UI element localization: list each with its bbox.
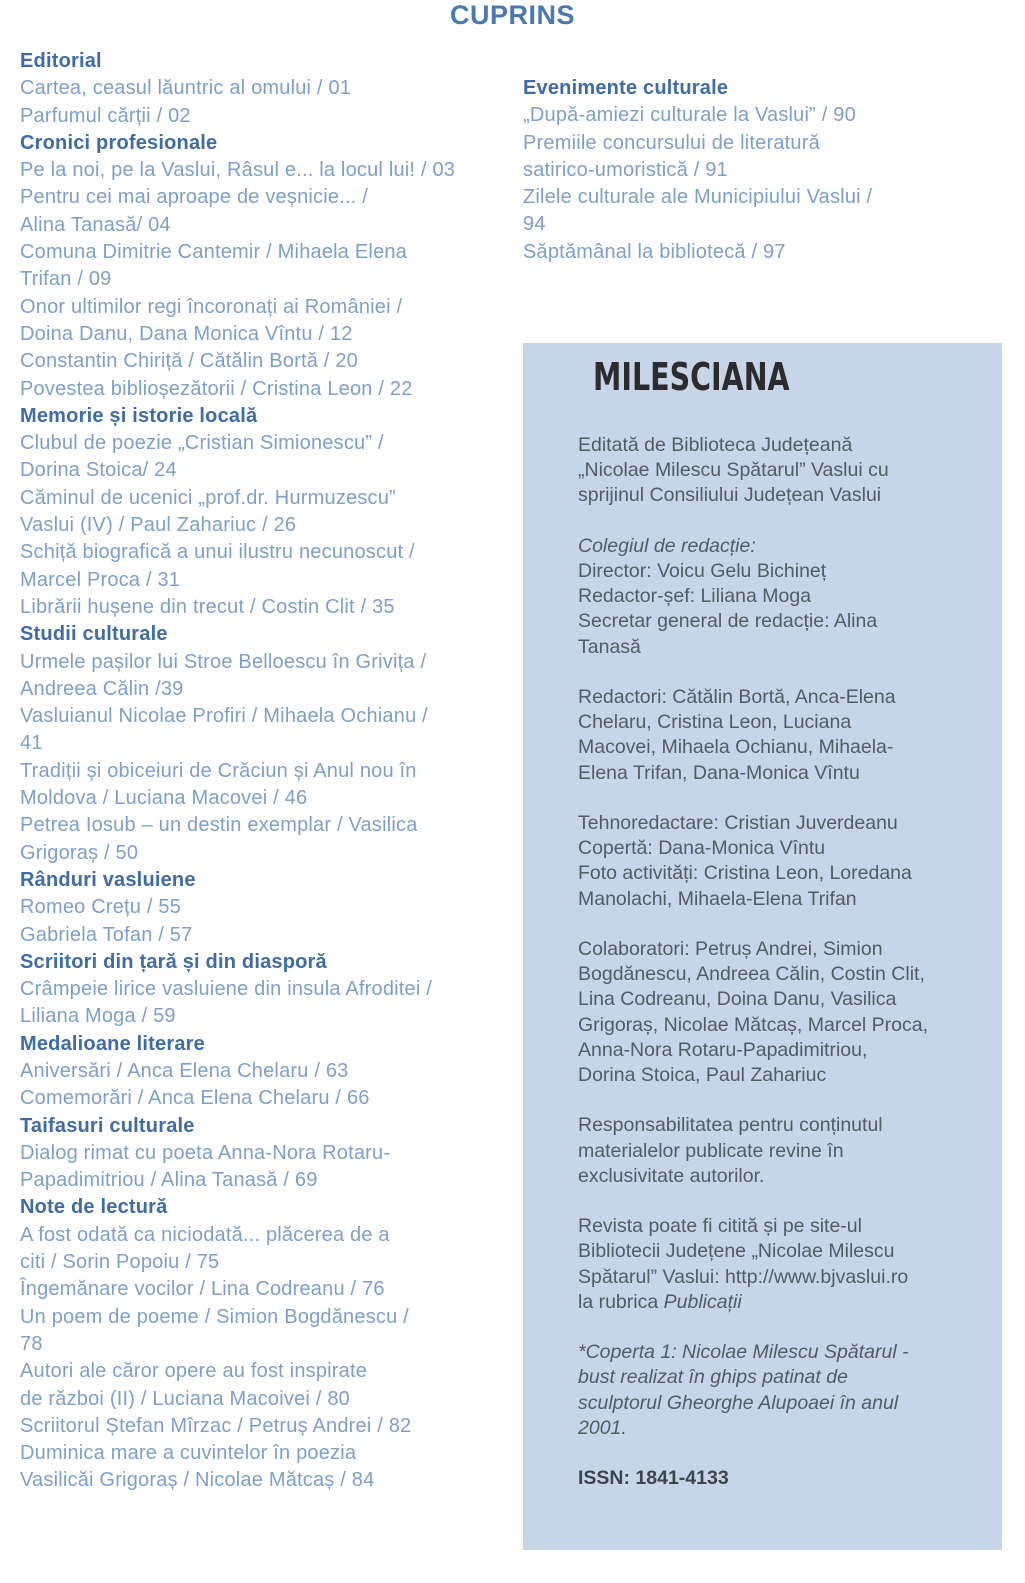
toc-entry-line: Romeo Crețu / 55 bbox=[20, 896, 182, 919]
toc-entry-line: citi / Sorin Popoiu / 75 bbox=[20, 1251, 220, 1274]
masthead-line-text: Redactori: Cătălin Bortă, Anca-Elena bbox=[578, 686, 896, 708]
toc-entry-line: Marcel Proca / 31 bbox=[20, 568, 181, 591]
toc-entry-line: Pe la noi, pe la Vaslui, Râsul e... la locul lui! / 03 bbox=[20, 159, 456, 182]
masthead-line-text: Tehnoredactare: Cristian Juverdeanu bbox=[578, 812, 898, 834]
toc-entry-line: Clubul de poezie „Cristian Simionescu” / bbox=[20, 432, 384, 455]
masthead-line-text: „Nicolae Milescu Spătarul” Vaslui cu bbox=[578, 459, 889, 482]
masthead-line-text: Colegiul de redacție: bbox=[578, 534, 756, 557]
masthead-line bbox=[578, 458, 993, 483]
masthead-line bbox=[578, 483, 993, 508]
masthead-line bbox=[578, 1391, 993, 1416]
masthead-line bbox=[578, 761, 993, 786]
masthead-spacer bbox=[578, 1441, 993, 1466]
masthead-line bbox=[578, 559, 993, 584]
masthead-line bbox=[578, 1063, 993, 1088]
page-title: CUPRINS bbox=[449, 0, 575, 30]
masthead-line-text: Colaboratori: Petruș Andrei, Simion bbox=[578, 938, 883, 960]
masthead-line-text: *Coperta 1: Nicolae Milescu Spătarul - bbox=[578, 1341, 909, 1364]
masthead-line bbox=[578, 1013, 993, 1038]
toc-entry-line: Povestea biblioșezătorii / Cristina Leon / 22 bbox=[20, 377, 413, 400]
toc-entry-line: Moldova / Luciana Macovei / 46 bbox=[20, 787, 308, 810]
masthead-line-text: Editată de Biblioteca Județeană bbox=[578, 434, 853, 456]
toc-entry-line: Librării hușene din trecut / Costin Clit / 35 bbox=[20, 595, 395, 618]
toc-entry-line: Comuna Dimitrie Cantemir / Mihaela Elena bbox=[20, 241, 408, 264]
toc-section-heading: Rânduri vasluiene bbox=[20, 868, 196, 891]
toc-entry-line: Un poem de poeme / Simion Bogdănescu / bbox=[20, 1305, 409, 1328]
toc-entry-line: Vasluianul Nicolae Profiri / Mihaela Ochianu / bbox=[20, 705, 428, 728]
toc-entry-line: Alina Tanasă/ 04 bbox=[20, 213, 171, 236]
masthead-line-text: Responsabilitatea pentru conținutul bbox=[578, 1114, 883, 1137]
toc-entry-line: Tradiții și obiceiuri de Crăciun și Anul nou în bbox=[20, 759, 417, 782]
toc-entry-line: 41 bbox=[20, 732, 43, 755]
toc-entry-line: A fost odată ca niciodată... plăcerea de a bbox=[20, 1223, 390, 1246]
masthead-line-text: Anna-Nora Rotaru-Papadimitriou, bbox=[578, 1038, 868, 1061]
masthead-line-text: Redactor-șef: Liliana Moga bbox=[578, 585, 812, 608]
masthead-spacer bbox=[578, 660, 993, 685]
masthead-line bbox=[578, 685, 993, 710]
issn-line bbox=[578, 1466, 993, 1491]
toc-entry-line: Grigoraș / 50 bbox=[20, 841, 139, 864]
masthead-line-text: bust realizat în ghips patinat de bbox=[578, 1366, 848, 1389]
toc-entry-line: Îngemănare vocilor / Lina Codreanu / 76 bbox=[20, 1278, 385, 1301]
toc-entry-line: Premiile concursului de literatură bbox=[523, 131, 820, 154]
toc-entry-line: 94 bbox=[523, 213, 546, 236]
masthead-line bbox=[578, 1164, 993, 1189]
masthead-spacer bbox=[578, 912, 993, 937]
toc-section-heading: Scriitori din țară și din diasporă bbox=[20, 950, 327, 973]
toc-entry-line: Duminica mare a cuvintelor în poezia bbox=[20, 1442, 357, 1465]
toc-entry-line: Comemorări / Anca Elena Chelaru / 66 bbox=[20, 1087, 370, 1110]
toc-entry-line: Dialog rimat cu poeta Anna-Nora Rotaru- bbox=[20, 1141, 391, 1164]
masthead-line bbox=[578, 735, 993, 760]
toc-entry-line: Parfumul cărții / 02 bbox=[20, 104, 191, 127]
toc-left-column bbox=[20, 48, 505, 1495]
masthead-line bbox=[578, 1365, 993, 1390]
masthead-body bbox=[578, 433, 993, 1491]
toc-entry-line: „După-amiezi culturale la Vaslui” / 90 bbox=[523, 104, 856, 127]
toc-section-heading: Cronici profesionale bbox=[20, 131, 218, 154]
masthead-line bbox=[578, 433, 993, 458]
masthead-line bbox=[578, 1214, 993, 1239]
masthead-line-text: Copertă: Dana-Monica Vîntu bbox=[578, 837, 826, 860]
toc-entry-line: Gabriela Tofan / 57 bbox=[20, 923, 193, 946]
toc-entry-line: 78 bbox=[20, 1332, 43, 1355]
toc-entry-line: Liliana Moga / 59 bbox=[20, 1005, 176, 1028]
masthead-line-text: Bogdănescu, Andreea Călin, Costin Clit, bbox=[578, 963, 925, 986]
toc-entry-line: satirico-umoristică / 91 bbox=[523, 158, 728, 181]
masthead-line-text: exclusivitate autorilor. bbox=[578, 1164, 765, 1187]
toc-entry-line: Autori ale căror opere au fost inspirate bbox=[20, 1360, 368, 1383]
masthead-line bbox=[578, 1038, 993, 1063]
masthead-spacer bbox=[578, 1088, 993, 1113]
masthead-line-text: ISSN: 1841-4133 bbox=[578, 1467, 729, 1490]
toc-entry-line: Dorina Stoica/ 24 bbox=[20, 459, 177, 482]
masthead-line bbox=[578, 609, 993, 634]
masthead-line-text: Secretar general de redacție: Alina bbox=[578, 610, 878, 633]
masthead-line-text: sculptorul Gheorghe Alupoaei în anul bbox=[578, 1391, 899, 1414]
masthead-line bbox=[578, 937, 993, 962]
toc-entry-line: Trifan / 09 bbox=[20, 268, 112, 291]
toc-entry-line: Andreea Călin /39 bbox=[20, 677, 184, 700]
masthead-line-text: Dorina Stoica, Paul Zahariuc bbox=[578, 1064, 827, 1087]
masthead-line-text: Manolachi, Mihaela-Elena Trifan bbox=[578, 887, 857, 910]
masthead-line bbox=[578, 1113, 993, 1138]
masthead-box bbox=[523, 343, 1002, 1550]
masthead-line-text: Macovei, Mihaela Ochianu, Mihaela- bbox=[578, 736, 894, 759]
toc-entry-line: Papadimitriou / Alina Tanasă / 69 bbox=[20, 1169, 318, 1192]
masthead-line bbox=[578, 861, 993, 886]
toc-entry-line: Crâmpeie lirice vasluiene din insula Afroditei / bbox=[20, 978, 433, 1001]
toc-entry-line: Cartea, ceasul lăuntric al omului / 01 bbox=[20, 77, 352, 100]
masthead-line bbox=[578, 987, 993, 1012]
masthead-line-text: 2001. bbox=[578, 1416, 627, 1439]
masthead-line-text: materialelor publicate revine în bbox=[578, 1139, 844, 1162]
toc-section-heading: Taifasuri culturale bbox=[20, 1114, 195, 1137]
masthead-spacer bbox=[578, 1189, 993, 1214]
masthead-line-text: Revista poate fi citită și pe site-ul bbox=[578, 1215, 862, 1238]
toc-entry-line: de război (II) / Luciana Macoivei / 80 bbox=[20, 1387, 350, 1410]
masthead-line bbox=[578, 887, 993, 912]
masthead-line bbox=[578, 836, 993, 861]
masthead-line bbox=[578, 584, 993, 609]
toc-entry-line: Pentru cei mai aproape de veșnicie... / bbox=[20, 186, 368, 209]
masthead-line-text: Bibliotecii Județene „Nicolae Milescu bbox=[578, 1240, 895, 1263]
toc-section-heading: Editorial bbox=[20, 50, 102, 72]
masthead-line-text: Foto activități: Cristina Leon, Loredana bbox=[578, 862, 912, 885]
masthead-line bbox=[578, 1416, 993, 1441]
toc-right-column bbox=[523, 75, 993, 266]
masthead-title: MILESCIANA bbox=[593, 355, 790, 399]
toc-section-heading: Studii culturale bbox=[20, 623, 168, 646]
masthead-line bbox=[578, 811, 993, 836]
masthead-line-text: Spătarul” Vaslui: http://www.bjvaslui.ro bbox=[578, 1265, 909, 1288]
masthead-spacer bbox=[578, 786, 993, 811]
toc-entry-line: Aniversări / Anca Elena Chelaru / 63 bbox=[20, 1059, 349, 1082]
toc-entry-line: Doina Danu, Dana Monica Vîntu / 12 bbox=[20, 322, 353, 345]
toc-entry-line: Zilele culturale ale Municipiului Vaslui / bbox=[523, 186, 873, 209]
masthead-line bbox=[578, 534, 993, 559]
masthead-spacer bbox=[578, 509, 993, 534]
masthead-line-text: sprijinul Consiliului Județean Vaslui bbox=[578, 484, 882, 507]
toc-entry-line: Săptămânal la bibliotecă / 97 bbox=[523, 240, 786, 263]
masthead-line bbox=[578, 1290, 993, 1315]
masthead-line-text: Chelaru, Cristina Leon, Luciana bbox=[578, 711, 852, 734]
masthead-line-text: Elena Trifan, Dana-Monica Vîntu bbox=[578, 761, 860, 784]
toc-section-heading: Memorie și istorie locală bbox=[20, 404, 258, 427]
masthead-line-text: Lina Codreanu, Doina Danu, Vasilica bbox=[578, 988, 897, 1011]
toc-section-heading: Evenimente culturale bbox=[523, 77, 729, 99]
masthead-line-text: Grigoraș, Nicolae Mătcaș, Marcel Proca, bbox=[578, 1013, 929, 1036]
toc-entry-line: Căminul de ucenici „prof.dr. Hurmuzescu” bbox=[20, 486, 396, 509]
toc-entry-line: Urmele pașilor lui Stroe Belloescu în Grivița / bbox=[20, 650, 427, 673]
toc-section-heading: Medalioane literare bbox=[20, 1032, 205, 1055]
masthead-line-text: Director: Voicu Gelu Bichineț bbox=[578, 560, 827, 582]
toc-entry-line: Onor ultimilor regi încoronați ai României / bbox=[20, 295, 403, 318]
masthead-line bbox=[578, 1265, 993, 1290]
masthead-line bbox=[578, 962, 993, 987]
masthead-line bbox=[578, 710, 993, 735]
toc-section-heading: Note de lectură bbox=[20, 1196, 168, 1219]
toc-entry-line: Petrea Iosub – un destin exemplar / Vasilica bbox=[20, 814, 418, 837]
masthead-spacer bbox=[578, 1315, 993, 1340]
masthead-line bbox=[578, 1239, 993, 1264]
toc-entry-line: Schiță biografică a unui ilustru necunoscut / bbox=[20, 541, 415, 564]
masthead-line-text: la rubrica bbox=[578, 1290, 664, 1313]
masthead-line-italic: Publicații bbox=[663, 1290, 742, 1313]
masthead-line bbox=[578, 1340, 993, 1365]
toc-entry-line: Constantin Chiriță / Cătălin Bortă / 20 bbox=[20, 350, 358, 373]
masthead-line-text: Tanasă bbox=[578, 635, 641, 658]
masthead-line bbox=[578, 635, 993, 660]
masthead-line bbox=[578, 1139, 993, 1164]
toc-entry-line: Vasilicăi Grigoraș / Nicolae Mătcaș / 84 bbox=[20, 1469, 375, 1492]
toc-entry-line: Vaslui (IV) / Paul Zahariuc / 26 bbox=[20, 514, 297, 537]
toc-entry-line: Scriitorul Ștefan Mîrzac / Petruș Andrei / 82 bbox=[20, 1414, 412, 1437]
